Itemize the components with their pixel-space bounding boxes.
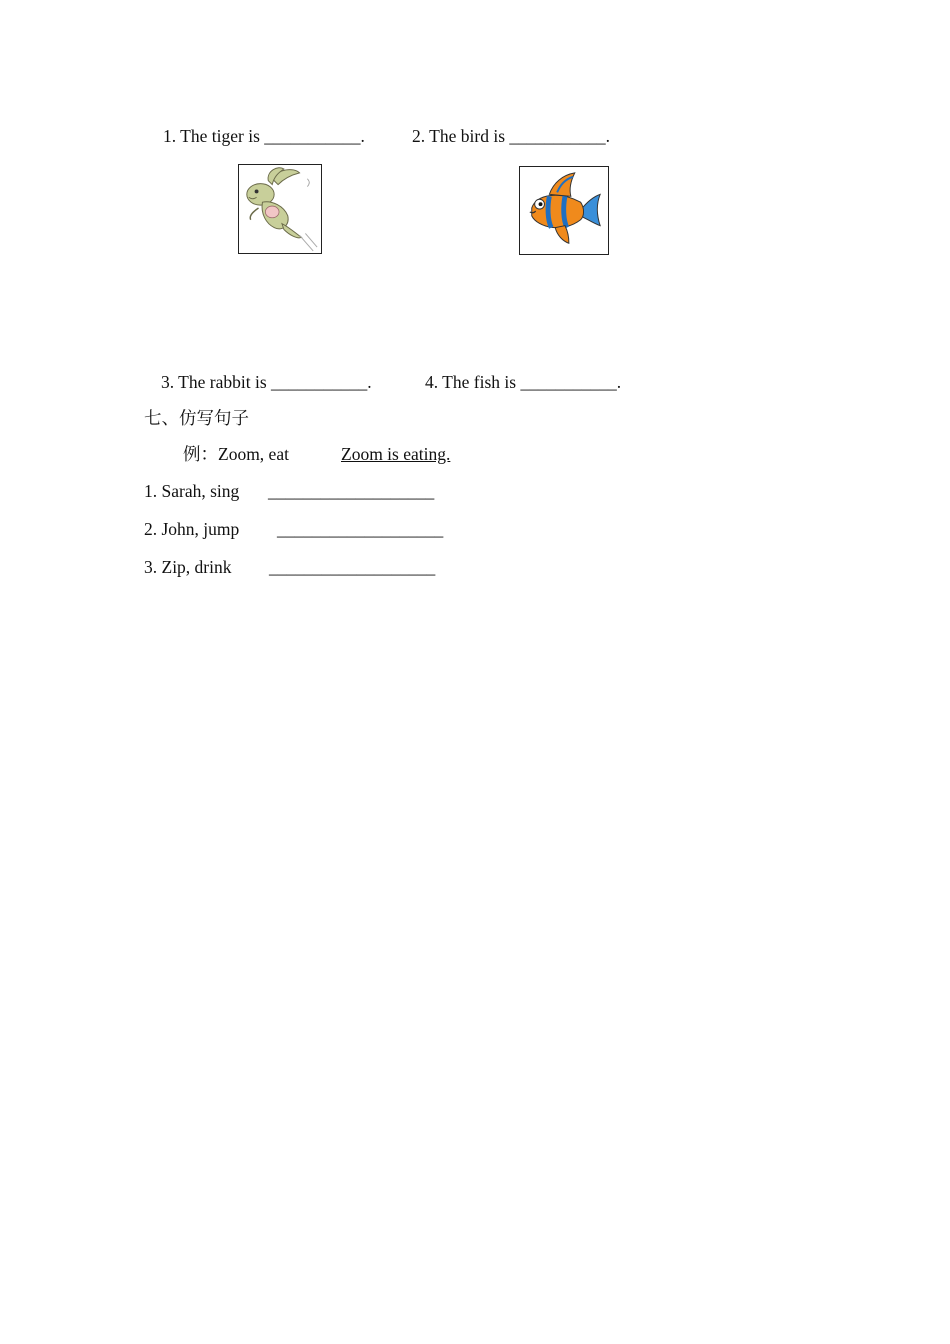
question-2: 2. The bird is ___________. <box>412 126 611 146</box>
example-prefix: 例：Zoom, eat <box>183 444 289 464</box>
exercise-2-blank[interactable]: ___________________ <box>277 519 444 539</box>
example-answer: Zoom is eating. <box>341 444 451 464</box>
question-3: 3. The rabbit is ___________. <box>161 372 372 392</box>
exercise-3-blank[interactable]: ___________________ <box>269 557 436 577</box>
rabbit-icon <box>239 165 321 253</box>
exercise-3-prompt: 3. Zip, drink <box>144 557 232 577</box>
fish-picture <box>519 166 609 255</box>
exercise-1-prompt: 1. Sarah, sing <box>144 481 240 501</box>
question-4: 4. The fish is ___________. <box>425 372 622 392</box>
section-heading: 七、仿写句子 <box>144 408 249 428</box>
question-1: 1. The tiger is ___________. <box>163 126 365 146</box>
fish-icon <box>520 167 608 254</box>
exercise-1-blank[interactable]: ___________________ <box>268 481 435 501</box>
exercise-2-prompt: 2. John, jump <box>144 519 240 539</box>
rabbit-picture <box>238 164 322 254</box>
